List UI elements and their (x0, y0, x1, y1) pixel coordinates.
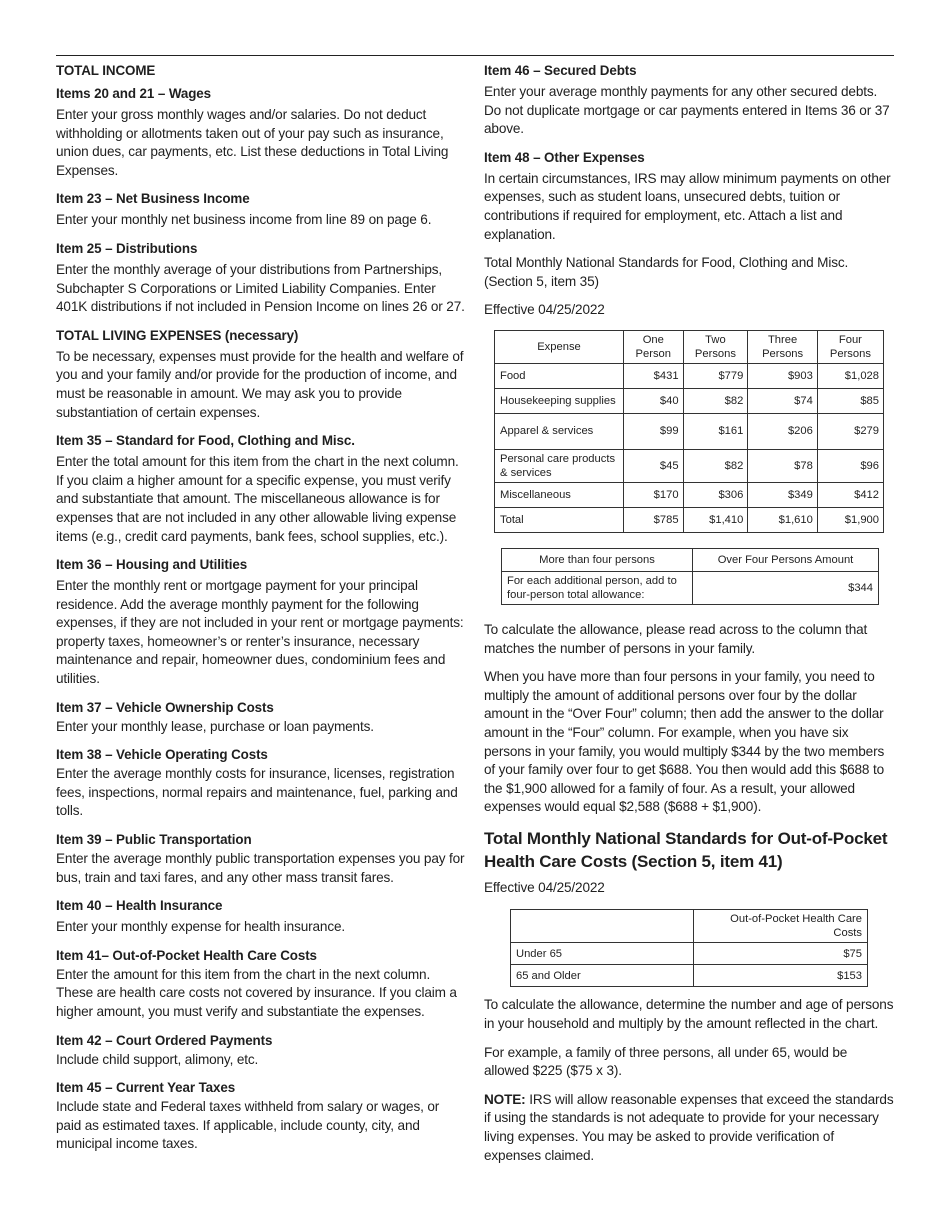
item25-text: Enter the monthly average of your distributions from Partnerships, Subchapter S Corporations or Limited Liability Companies. Enter 401K distributions if not included in Pension Income on lines 26 or 27. (56, 261, 465, 315)
effective-date: Effective 04/25/2022 (484, 302, 605, 318)
amount-cell: $153 (694, 965, 868, 987)
column-header: Two Persons (683, 330, 748, 363)
out-of-pocket-heading: Total Monthly National Standards for Out-of-Pocket Health Care Costs (Section 5, item 41) (484, 828, 888, 871)
amount-cell: $40 (624, 388, 684, 413)
item45-text: Include state and Federal taxes withheld from salary or wages, or paid as estimated taxes. If applicable, include county, city, and municipal income taxes. (56, 1099, 440, 1152)
item41-text: Enter the amount for this item from the chart in the next column. These are health care costs not covered by insurance. If you claim a higher amount, you must verify and substantiate the expenses. (56, 966, 457, 1019)
item46-heading: Item 46 – Secured Debts (484, 63, 637, 78)
item37-text: Enter your monthly lease, purchase or loan payments. (56, 718, 374, 734)
amount-cell: $96 (817, 449, 883, 482)
column-header: More than four persons (502, 548, 693, 571)
effective-date-2: Effective 04/25/2022 (484, 879, 605, 895)
item23-text: Enter your monthly net business income from line 89 on page 6. (56, 212, 432, 228)
table-row (495, 507, 884, 532)
expense-cell: Miscellaneous (495, 482, 624, 507)
calc-text-1: To calculate the allowance, please read across to the column that matches the number of persons in your family. (484, 621, 868, 656)
item40-text: Enter your monthly expense for health insurance. (56, 919, 346, 935)
standards-intro: Total Monthly National Standards for Food, Clothing and Misc. (Section 5, item 35) (484, 255, 849, 289)
amount-cell: $306 (683, 482, 748, 507)
amount-cell: $412 (817, 482, 883, 507)
note-label: NOTE: (484, 1091, 526, 1107)
item45-heading: Item 45 – Current Year Taxes (56, 1080, 236, 1096)
amount-cell: $349 (748, 482, 818, 507)
column-header: Expense (495, 330, 624, 363)
expense-cell: Housekeeping supplies (495, 388, 624, 413)
calc-text-2: When you have more than four persons in your family, you need to multiply the amount of additional persons over four by the dollar amount in the “Over Four” column; then add the answer to the dollar amount in the “Four” column. For example, when you have six persons in your family, you would multiply $344 by the two members of your family over four to get $688. You then would add this $688 to the $1,900 allowed for a family of four. As a result, your allowed expenses would equal $2,588 ($688 + $1,900). (484, 669, 885, 815)
table-header-row (495, 330, 884, 363)
column-header: Three Persons (748, 330, 818, 363)
amount-cell: $170 (624, 482, 684, 507)
top-rule (56, 55, 894, 56)
table-row (511, 943, 868, 965)
left-column (56, 62, 466, 1164)
amount-cell: $779 (683, 363, 748, 388)
note-paragraph (484, 1091, 894, 1165)
table-row (502, 571, 879, 604)
amount-cell: $279 (817, 413, 883, 449)
amount-cell: $74 (748, 388, 818, 413)
wages-text: Enter your gross monthly wages and/or salaries. Do not deduct withholding or allotments taken out of your pay such as insurance, union dues, car payments, etc. List these deductions in Total Living Expenses. (56, 107, 449, 178)
amount-cell: $99 (624, 413, 684, 449)
amount-cell: $78 (748, 449, 818, 482)
national-standards-table (494, 330, 884, 533)
item35-heading: Item 35 – Standard for Food, Clothing and Misc. (56, 433, 355, 449)
table-header-row (502, 548, 879, 571)
item40-heading: Item 40 – Health Insurance (56, 898, 223, 914)
total-income-heading: TOTAL INCOME (56, 63, 156, 78)
total-living-expenses-text: To be necessary, expenses must provide for the health and welfare of you and your family and/or provide for the production of income, and must be reasonable in amount. We may ask you to provide substantiation of certain expenses. (56, 348, 464, 420)
item48-text: In certain circumstances, IRS may allow minimum payments on other expenses, such as student loans, unsecured debts, tuition or contributions if required for employment, etc. Attach a list and explanation. (484, 170, 891, 242)
item42-heading: Item 42 – Court Ordered Payments (56, 1032, 273, 1048)
amount-cell: $1,610 (748, 507, 818, 532)
oop-example-text: For example, a family of three persons, all under 65, would be allowed $225 ($75 x 3). (484, 1044, 848, 1079)
column-header: Out-of-Pocket Health Care Costs (694, 910, 868, 943)
amount-cell: $85 (817, 388, 883, 413)
table-row (495, 363, 884, 388)
amount-cell: $82 (683, 388, 748, 413)
table-header-row (511, 910, 868, 943)
additional-person-label: For each additional person, add to four-person total allowance: (502, 571, 693, 604)
age-group-cell: 65 and Older (511, 965, 694, 987)
oop-calc-text: To calculate the allowance, determine the number and age of persons in your household and multiply by the amount reflected in the chart. (484, 997, 894, 1032)
item25-heading: Item 25 – Distributions (56, 240, 198, 256)
table-row (495, 449, 884, 482)
expense-cell: Apparel & services (495, 413, 624, 449)
table-row (495, 388, 884, 413)
item39-heading: Item 39 – Public Transportation (56, 832, 252, 848)
expense-cell: Food (495, 363, 624, 388)
column-header: Four Persons (817, 330, 883, 363)
item37-heading: Item 37 – Vehicle Ownership Costs (56, 699, 274, 715)
over-four-persons-table (501, 548, 879, 605)
right-column (484, 62, 894, 1175)
additional-person-amount: $344 (693, 571, 879, 604)
empty-header-cell (511, 910, 694, 943)
wages-heading: Items 20 and 21 – Wages (56, 86, 211, 101)
amount-cell: $75 (694, 943, 868, 965)
column-header: One Person (624, 330, 684, 363)
amount-cell: $1,410 (683, 507, 748, 532)
item38-heading: Item 38 – Vehicle Operating Costs (56, 747, 268, 763)
item38-text: Enter the average monthly costs for insurance, licenses, registration fees, inspections, normal repairs and maintenance, fuel, parking and tolls. (56, 766, 458, 819)
table-row (495, 413, 884, 449)
amount-cell: $903 (748, 363, 818, 388)
item35-text: Enter the total amount for this item from the chart in the next column. If you claim a higher amount for a specific expense, you must verify and substantiate that amount. The miscellaneous allowance is for expenses that are not included in any other allowable living expense items (e.g., credit card payments, bank fees, school supplies, etc.). (56, 454, 459, 544)
expense-cell: Personal care products & services (495, 449, 624, 482)
item36-text: Enter the monthly rent or mortgage payment for your principal residence. Add the average monthly payment for the following expenses, if they are not included in your rent or mortgage payments: property taxes, homeowner’s or renter’s insurance, necessary maintenance and repair, homeowner dues, condominium fees and utilities. (56, 578, 464, 687)
amount-cell: $161 (683, 413, 748, 449)
amount-cell: $785 (624, 507, 684, 532)
table-row (511, 965, 868, 987)
note-text: IRS will allow reasonable expenses that exceed the standards if using the standards is not adequate to provide for your necessary living expenses. You may be asked to provide verification of expenses claimed. (484, 1091, 894, 1163)
total-living-expenses-heading: TOTAL LIVING EXPENSES (necessary) (56, 327, 299, 343)
age-group-cell: Under 65 (511, 943, 694, 965)
amount-cell: $1,900 (817, 507, 883, 532)
amount-cell: $1,028 (817, 363, 883, 388)
column-header: Over Four Persons Amount (693, 548, 879, 571)
amount-cell: $431 (624, 363, 684, 388)
item48-heading: Item 48 – Other Expenses (484, 149, 645, 165)
item42-text: Include child support, alimony, etc. (56, 1051, 259, 1067)
out-of-pocket-table (510, 909, 868, 987)
item36-heading: Item 36 – Housing and Utilities (56, 557, 248, 573)
table-row (495, 482, 884, 507)
amount-cell: $45 (624, 449, 684, 482)
amount-cell: $82 (683, 449, 748, 482)
item46-text: Enter your average monthly payments for any other secured debts. Do not duplicate mortgage or car payments entered in Items 36 or 37 above. (484, 84, 890, 137)
item39-text: Enter the average monthly public transportation expenses you pay for bus, train and taxi fares, and any other mass transit fares. (56, 851, 465, 885)
expense-cell: Total (495, 507, 624, 532)
amount-cell: $206 (748, 413, 818, 449)
item23-heading: Item 23 – Net Business Income (56, 191, 250, 207)
item41-heading: Item 41– Out-of-Pocket Health Care Costs (56, 947, 317, 963)
